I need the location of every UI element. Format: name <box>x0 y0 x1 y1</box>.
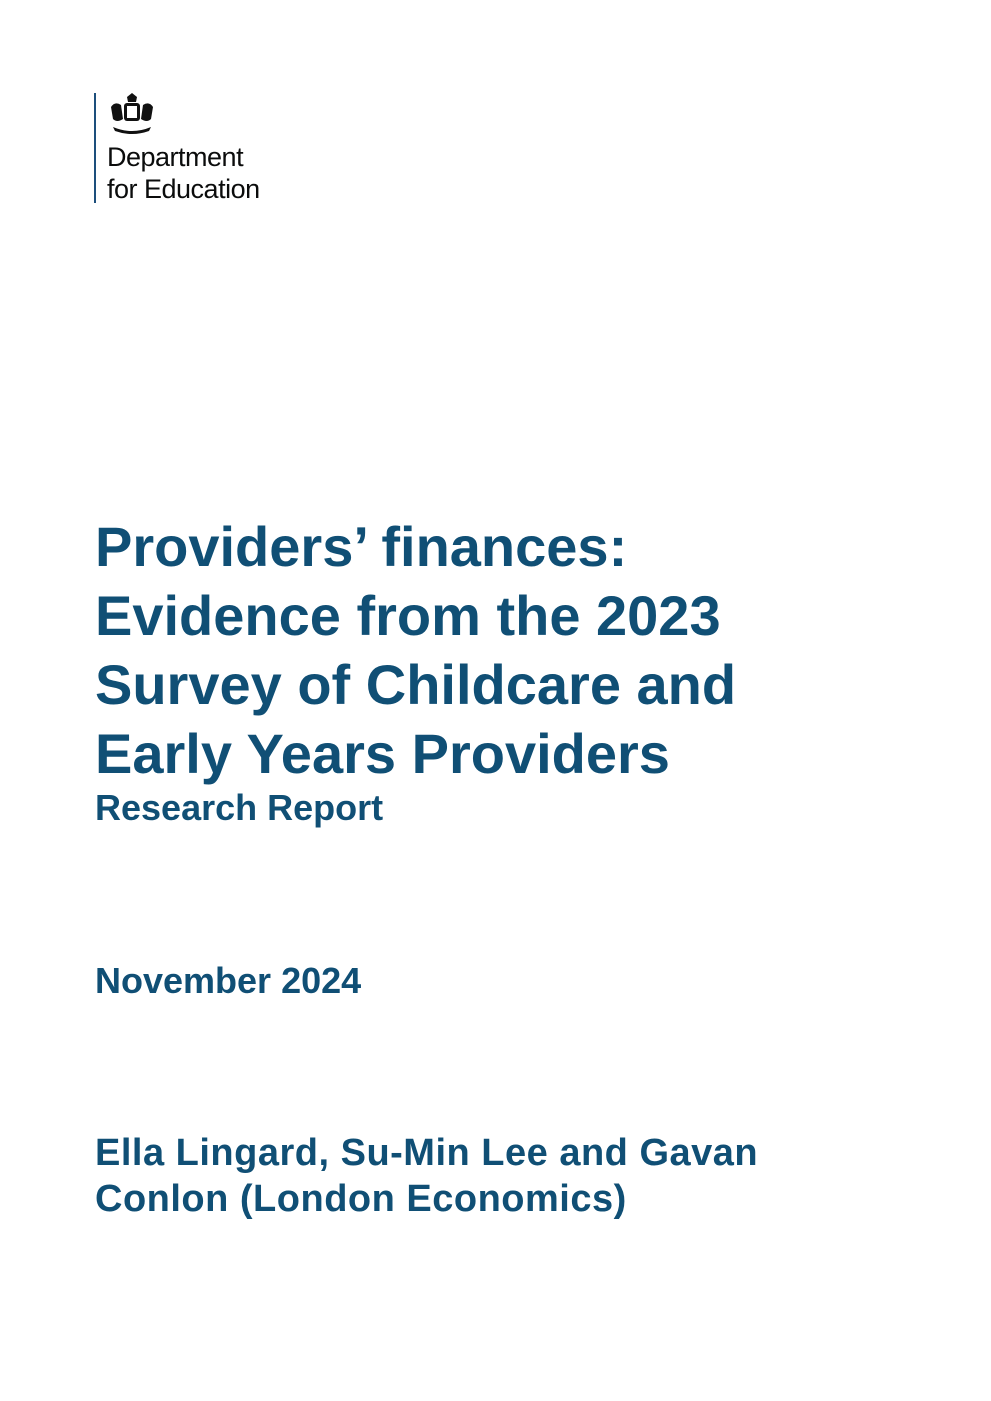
publication-date: November 2024 <box>95 960 362 1001</box>
report-title <box>95 512 895 788</box>
report-type: Research Report <box>95 787 384 828</box>
dfe-logo <box>94 93 260 203</box>
title-line: Providers’ finances: <box>95 515 628 578</box>
royal-crest-icon <box>107 93 157 137</box>
logo-line-2: for Education <box>107 174 260 204</box>
authors-line: Conlon (London Economics) <box>95 1178 627 1220</box>
title-line: Survey of Childcare and <box>95 653 737 716</box>
authors-line: Ella Lingard, Su-Min Lee and Gavan <box>95 1132 759 1174</box>
authors <box>95 1130 895 1222</box>
title-line: Early Years Providers <box>95 722 670 785</box>
title-line: Evidence from the 2023 <box>95 584 721 647</box>
logo-line-1: Department <box>107 142 244 172</box>
